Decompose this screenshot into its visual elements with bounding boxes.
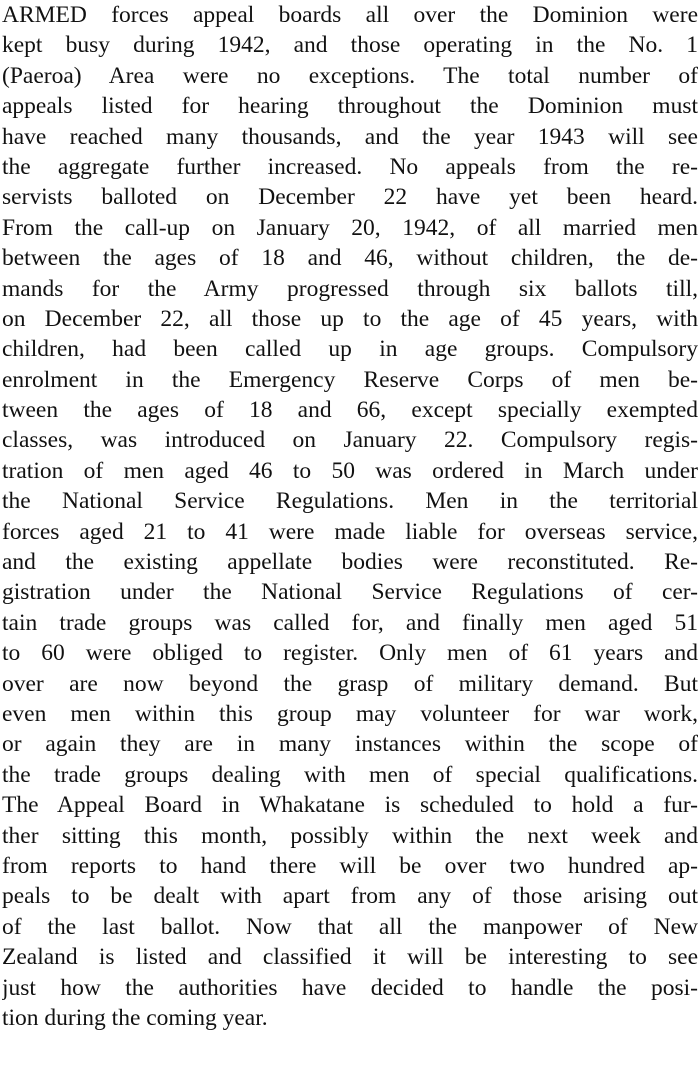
article-line: kept busy during 1942, and those operating in the No. 1 bbox=[2, 32, 698, 59]
article-line: even men within this group may volunteer for war work, bbox=[2, 700, 698, 727]
article-line: peals to be dealt with apart from any of those arising out bbox=[2, 883, 698, 910]
article-line: of the last ballot. Now that all the manpower of New bbox=[2, 913, 698, 940]
article-line: to 60 were obliged to register. Only men of 61 years and bbox=[2, 640, 698, 667]
article-line: tween the ages of 18 and 66, except specially exempted bbox=[2, 397, 698, 424]
article-line: the National Service Regulations. Men in the territorial bbox=[2, 488, 698, 515]
article-line: The Appeal Board in Whakatane is scheduled to hold a fur- bbox=[2, 792, 698, 819]
article-line: between the ages of 18 and 46, without children, the de- bbox=[2, 245, 698, 272]
article-line: ther sitting this month, possibly within the next week and bbox=[2, 822, 698, 849]
article-line: Zealand is listed and classified it will be interesting to see bbox=[2, 944, 698, 971]
article-line: forces aged 21 to 41 were made liable for overseas service, bbox=[2, 518, 698, 545]
article-line: servists balloted on December 22 have yet been heard. bbox=[2, 184, 698, 211]
article-line: tain trade groups was called for, and finally men aged 51 bbox=[2, 609, 698, 636]
article-line: from reports to hand there will be over two hundred ap- bbox=[2, 852, 698, 879]
article-line: mands for the Army progressed through six ballots till, bbox=[2, 275, 698, 302]
article-line: enrolment in the Emergency Reserve Corps of men be- bbox=[2, 366, 698, 393]
article-line: over are now beyond the grasp of military demand. But bbox=[2, 670, 698, 697]
article-line: (Paeroa) Area were no exceptions. The total number of bbox=[2, 62, 698, 89]
article-line: From the call-up on January 20, 1942, of all married men bbox=[2, 214, 698, 241]
article-line: on December 22, all those up to the age of 45 years, with bbox=[2, 305, 698, 332]
article-line: and the existing appellate bodies were reconstituted. Re- bbox=[2, 549, 698, 576]
article-line: the aggregate further increased. No appeals from the re- bbox=[2, 153, 698, 180]
article-line: classes, was introduced on January 22. Compulsory regis- bbox=[2, 427, 698, 454]
article-line: children, had been called up in age groups. Compulsory bbox=[2, 336, 698, 363]
article-line: tration of men aged 46 to 50 was ordered in March under bbox=[2, 457, 698, 484]
article-line: just how the authorities have decided to handle the posi- bbox=[2, 974, 698, 1001]
article-line: or again they are in many instances within the scope of bbox=[2, 731, 698, 758]
article-line: gistration under the National Service Regulations of cer- bbox=[2, 579, 698, 606]
article-line: have reached many thousands, and the year 1943 will see bbox=[2, 123, 698, 150]
article-line-final: tion during the coming year. bbox=[2, 1004, 268, 1031]
article-body bbox=[2, 0, 698, 1033]
article-line: the trade groups dealing with men of special qualifications. bbox=[2, 761, 698, 788]
article-line: ARMED forces appeal boards all over the Dominion were bbox=[2, 2, 698, 28]
article-line: appeals listed for hearing throughout the Dominion must bbox=[2, 93, 698, 120]
